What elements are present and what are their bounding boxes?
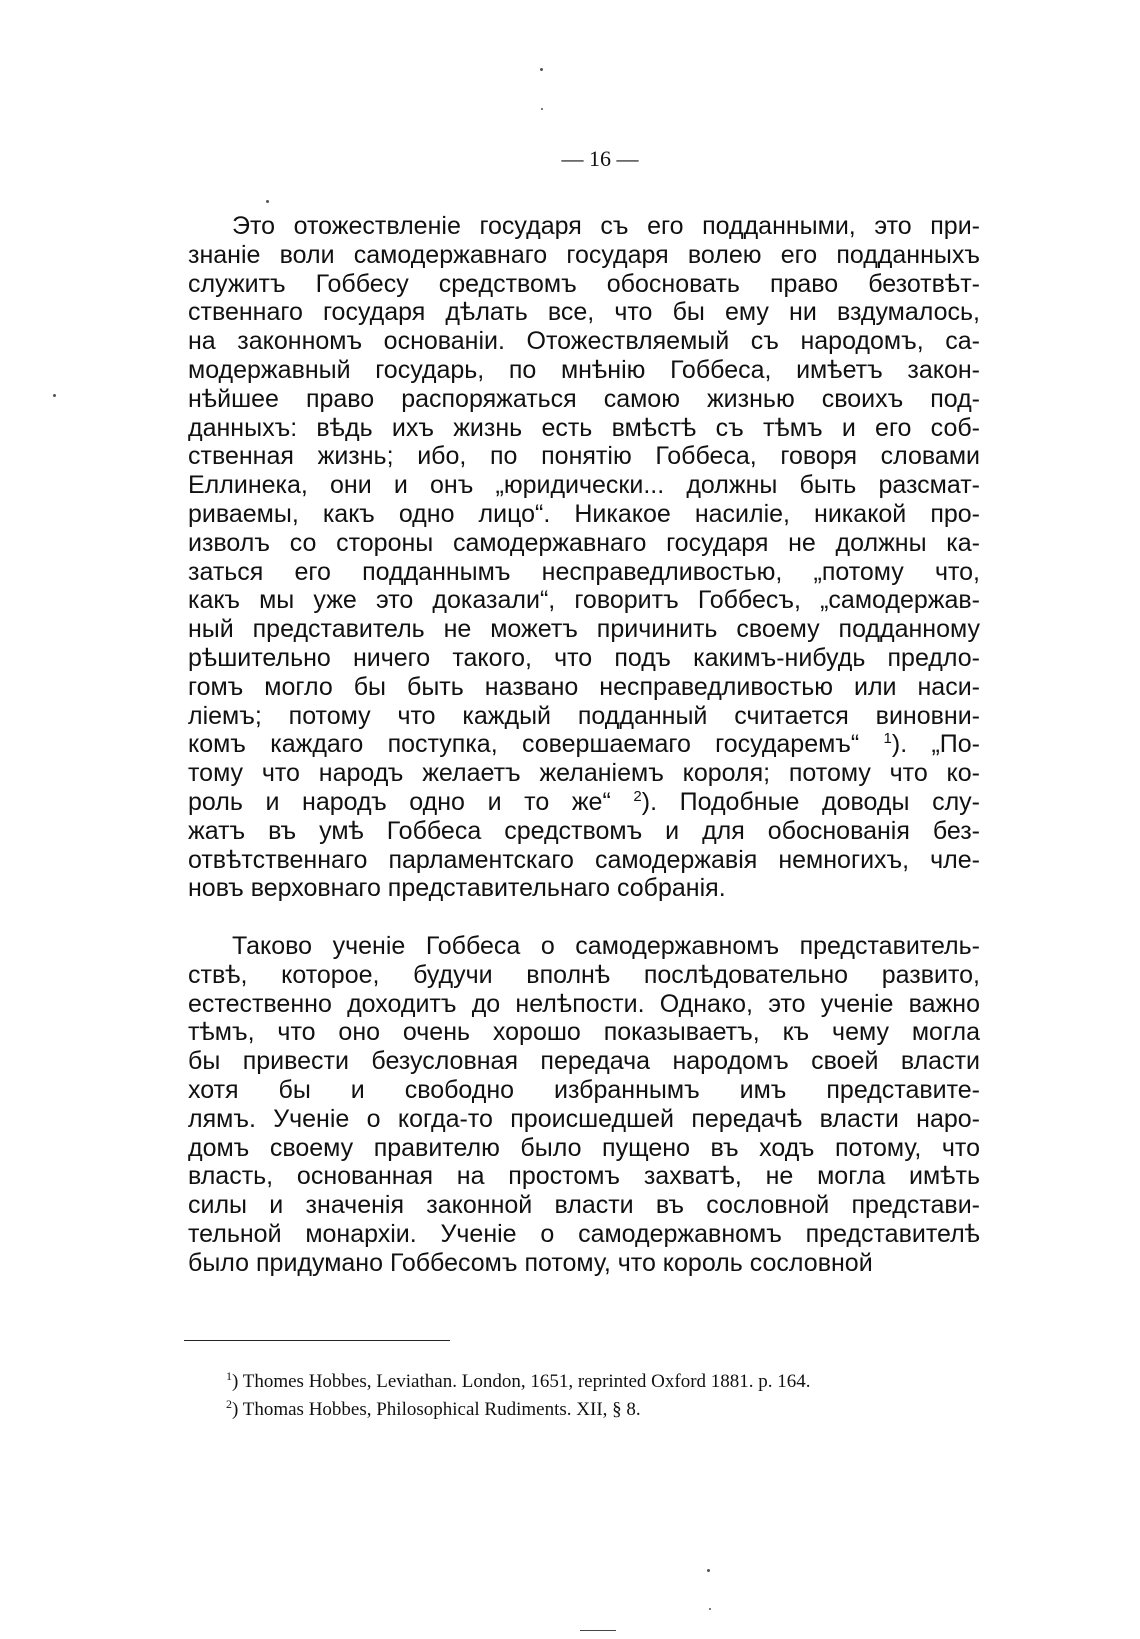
footnote xyxy=(226,1368,986,1396)
text-line: Это отожествленіе государя съ его подданными, это при- xyxy=(232,212,980,240)
footnote-text: ) Thomas Hobbes, Philosophical Rudiments. XII, § 8. xyxy=(232,1399,641,1420)
text-line xyxy=(188,730,980,759)
text-line: силы и значенія законной власти въ сословной представи- xyxy=(188,1191,980,1220)
text-line: тельной монархіи. Ученіе о самодержавномъ представителѣ xyxy=(188,1219,980,1248)
text-line: новъ верховнаго представительнаго собранія. xyxy=(188,874,726,903)
text-line: бы привести безусловная передача народомъ своей власти xyxy=(188,1047,980,1076)
footnotes xyxy=(226,1368,986,1424)
text-line: ліемъ; потому что каждый подданный считается виновни- xyxy=(188,701,980,730)
text-line: отвѣтственнаго парламентскаго самодержавія немногихъ, чле- xyxy=(188,845,980,874)
footnote-mark: 2 xyxy=(226,1397,232,1411)
scan-mark xyxy=(580,1630,616,1631)
scan-speck xyxy=(707,1569,710,1572)
footnote-separator xyxy=(184,1340,450,1341)
text-line: гомъ могло бы быть названо несправедливостью или наси- xyxy=(188,672,980,701)
footnote-ref: 1 xyxy=(883,730,892,748)
page-number: — 16 — xyxy=(561,146,639,171)
text-line: риваемы, какъ одно лицо“. Никакое насиліе, никакой про- xyxy=(188,499,980,528)
text-line: лямъ. Ученіе о когда-то происшедшей передачѣ власти наро- xyxy=(188,1104,980,1133)
text-line: какъ мы уже это доказали“, говоритъ Гоббесъ, „самодержав- xyxy=(188,586,980,615)
text-line: нѣйшее право распоряжаться самою жизнью своихъ под- xyxy=(188,384,980,413)
scan-speck xyxy=(709,1608,711,1610)
footnote xyxy=(226,1396,986,1424)
text-line: тѣмъ, что оно очень хорошо показываетъ, къ чему могла xyxy=(188,1018,980,1047)
text-line: власть, основанная на простомъ захватѣ, не могла имѣть xyxy=(188,1162,980,1191)
footnote-mark: 1 xyxy=(226,1369,232,1383)
text-line: служитъ Гоббесу средствомъ обосновать право безотвѣт- xyxy=(188,269,980,298)
footnote-ref: 2 xyxy=(633,787,642,805)
text-line: ственнаго государя дѣлать все, что бы ему ни вздумалось, xyxy=(188,298,980,327)
text-line: домъ своему правителю было пущено въ ходъ потому, что xyxy=(188,1133,980,1162)
text-line: было придумано Гоббесомъ потому, что король сословной xyxy=(188,1248,873,1277)
text-line: ный представитель не можетъ причинить своему подданному xyxy=(188,615,980,644)
text-line: жатъ въ умѣ Гоббеса средствомъ и для обоснованія без- xyxy=(188,816,980,845)
text-line xyxy=(188,788,980,817)
text-line: изволъ со стороны самодержавнаго государя не должны ка- xyxy=(188,528,980,557)
paragraph-1 xyxy=(188,212,980,903)
text-line: на законномъ основаніи. Отожествляемый съ народомъ, са- xyxy=(188,327,980,356)
text-line: естественно доходитъ до нелѣпости. Однако, это ученіе важно xyxy=(188,989,980,1018)
text-line: Еллинека, они и онъ „юридически... должны быть разсмат- xyxy=(188,471,980,500)
line-text: комъ каждаго поступка, совершаемаго государемъ“ xyxy=(188,730,884,759)
line-text: ). Подобные доводы слу- xyxy=(641,787,980,816)
text-line: знаніе воли самодержавнаго государя волею его подданныхъ xyxy=(188,240,980,269)
scan-speck xyxy=(53,394,56,397)
text-line: ствѣ, которое, будучи вполнѣ послѣдовательно развито, xyxy=(188,960,980,989)
text-line: рѣшительно ничего такого, что подъ какимъ-нибудь предло- xyxy=(188,643,980,672)
text-line: данныхъ: вѣдь ихъ жизнь есть вмѣстѣ съ тѣмъ и его соб- xyxy=(188,413,980,442)
text-line: хотя бы и свободно избраннымъ имъ представите- xyxy=(188,1075,980,1104)
scan-speck xyxy=(541,108,543,110)
paragraph-2 xyxy=(188,932,980,1278)
scan-speck xyxy=(266,200,269,203)
line-text: ). „По- xyxy=(891,730,980,759)
line-text: роль и народъ одно и то же“ xyxy=(188,787,634,816)
text-line: Таково ученіе Гоббеса о самодержавномъ представитель- xyxy=(232,932,980,960)
text-line: заться его подданнымъ несправедливостью, „потому что, xyxy=(188,557,980,586)
text-line: модержавный государь, по мнѣнію Гоббеса, имѣетъ закон- xyxy=(188,355,980,384)
text-line: тому что народъ желаетъ желаніемъ короля; потому что ко- xyxy=(188,759,980,788)
text-line: ственная жизнь; ибо, по понятію Гоббеса, говоря словами xyxy=(188,442,980,471)
footnote-text: ) Thomes Hobbes, Leviathan. London, 1651, reprinted Oxford 1881. p. 164. xyxy=(232,1371,811,1392)
scan-speck xyxy=(540,68,543,71)
